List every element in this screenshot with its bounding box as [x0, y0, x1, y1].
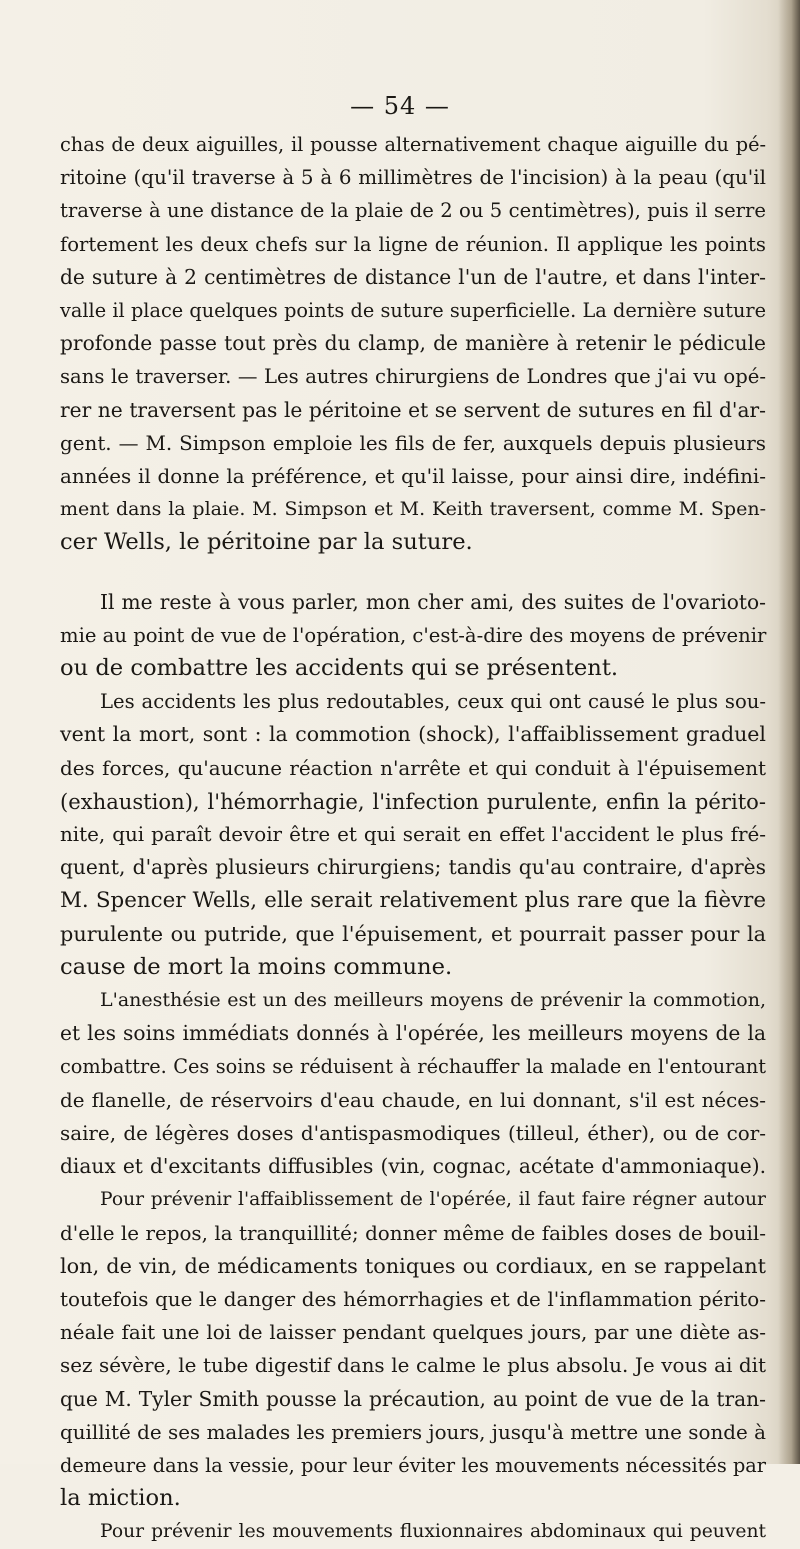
text-line: demeure dans la vessie, pour leur éviter les mouvements nécessités par [60, 1453, 766, 1477]
text-line: cause de mort la moins commune. [60, 953, 453, 980]
text-line: saire, de légères doses d'antispasmodiques (tilleul, éther), ou de cor- [60, 1121, 766, 1145]
text-line: et les soins immédiats donnés à l'opérée, les meilleurs moyens de la [60, 1021, 766, 1046]
text-line: quent, d'après plusieurs chirurgiens; tandis qu'au contraire, d'après [60, 855, 766, 880]
text-line: chas de deux aiguilles, il pousse alternativement chaque aiguille du pé- [60, 133, 766, 156]
text-line: quillité de ses malades les premiers jours, jusqu'à mettre une sonde à [60, 1420, 766, 1444]
text-line: combattre. Ces soins se réduisent à réchauffer la malade en l'entourant [60, 1055, 766, 1079]
text-line: lon, de vin, de médicaments toniques ou cordiaux, en se rappelant [60, 1253, 766, 1278]
text-line: rer ne traversent pas le péritoine et se servent de sutures en fil d'ar- [60, 397, 766, 422]
text-line: diaux et d'excitants diffusibles (vin, cognac, acétate d'ammoniaque). [60, 1154, 766, 1179]
text-line: fortement les deux chefs sur la ligne de réunion. Il applique les points [60, 232, 766, 256]
text-line: L'anesthésie est un des meilleurs moyens de prévenir la commotion, [100, 989, 766, 1012]
text-line: mie au point de vue de l'opération, c'est-à-dire des moyens de prévenir [60, 623, 767, 647]
text-line: vent la mort, sont : la commotion (shock), l'affaiblissement graduel [60, 722, 766, 747]
text-line: gent. — M. Simpson emploie les fils de fer, auxquels depuis plusieurs [60, 431, 766, 455]
text-line: Pour prévenir les mouvements fluxionnaires abdominaux qui peuvent [100, 1521, 766, 1543]
text-line: Pour prévenir l'affaiblissement de l'opérée, il faut faire régner autour [100, 1189, 766, 1211]
text-line: d'elle le repos, la tranquillité; donner même de faibles doses de bouil- [60, 1221, 766, 1245]
text-line: nite, qui paraît devoir être et qui serait en effet l'accident le plus fré- [60, 823, 766, 847]
page-edge-shadow [778, 0, 800, 1464]
text-line: toutefois que le danger des hémorrhagies et de l'inflammation périto- [60, 1287, 766, 1311]
text-line: cer Wells, le péritoine par la suture. [60, 529, 473, 556]
body-text [60, 128, 766, 1549]
text-line: M. Spencer Wells, elle serait relativement plus rare que la fièvre [60, 888, 766, 914]
text-line: (exhaustion), l'hémorrhagie, l'infection purulente, enfin la périto- [60, 788, 766, 814]
text-line: traverse à une distance de la plaie de 2 ou 5 centimètres), puis il serre [60, 199, 766, 223]
text-line: de suture à 2 centimètres de distance l'un de l'autre, et dans l'inter- [60, 264, 766, 289]
text-line: ment dans la plaie. M. Simpson et M. Keith traversent, comme M. Spen- [60, 498, 766, 521]
text-line: néale fait une loi de laisser pendant quelques jours, par une diète as- [60, 1321, 766, 1345]
paragraph-gap [60, 560, 766, 586]
text-line: ritoine (qu'il traverse à 5 à 6 millimètres de l'incision) à la peau (qu'il [60, 166, 766, 190]
text-line: sans le traverser. — Les autres chirurgiens de Londres que j'ai vu opé- [60, 365, 766, 389]
text-line: ou de combattre les accidents qui se présentent. [60, 655, 619, 682]
text-line: la miction. [60, 1485, 181, 1512]
text-line: de flanelle, de réservoirs d'eau chaude, en lui donnant, s'il est néces- [60, 1088, 766, 1112]
page-number: — 54 — [350, 92, 450, 120]
text-line: années il donne la préférence, et qu'il laisse, pour ainsi dire, indéfini- [60, 465, 766, 489]
text-line: profonde passe tout près du clamp, de manière à retenir le pédicule [60, 331, 766, 356]
text-line: que M. Tyler Smith pousse la précaution, au point de vue de la tran- [60, 1386, 766, 1411]
text-line: valle il place quelques points de suture superficielle. La dernière suture [60, 299, 766, 323]
text-line: Il me reste à vous parler, mon cher ami, des suites de l'ovarioto- [100, 589, 766, 614]
text-line: sez sévère, le tube digestif dans le calme le plus absolu. Je vous ai dit [60, 1354, 766, 1378]
text-line: Les accidents les plus redoutables, ceux qui ont causé le plus sou- [100, 690, 766, 714]
text-line: des forces, qu'aucune réaction n'arrête et qui conduit à l'épuisement [60, 756, 766, 780]
text-line: purulente ou putride, que l'épuisement, et pourrait passer pour la [60, 921, 766, 946]
